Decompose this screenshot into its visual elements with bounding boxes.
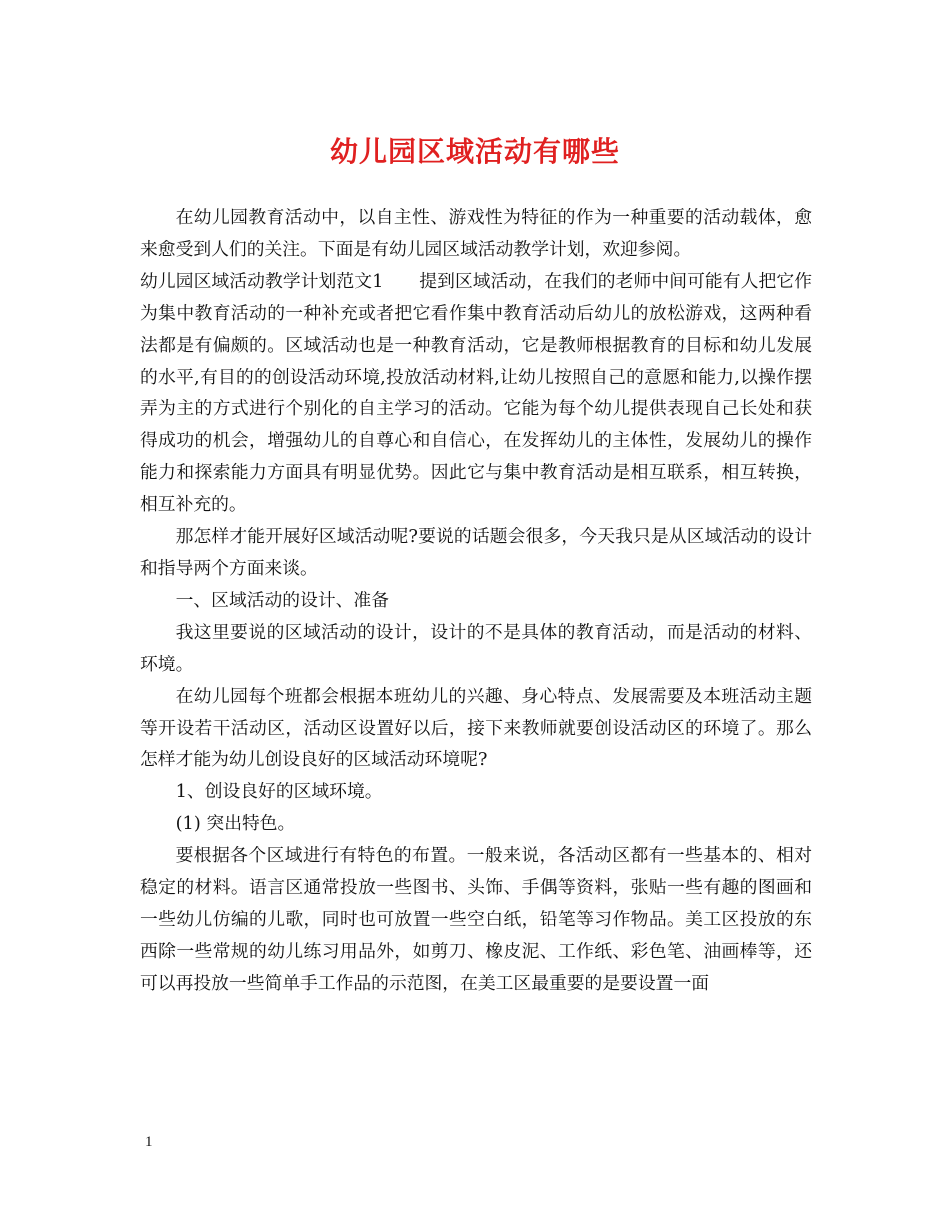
paragraph: 在幼儿园每个班都会根据本班幼儿的兴趣、身心特点、发展需要及本班活动主题等开设若干活动区，活动区设置好以后，接下来教师就要创设活动区的环境了。那么怎样才能为幼儿创设良好的区域活动环境呢?	[140, 685, 812, 771]
paragraph: 幼儿园区域活动教学计划范文1 提到区域活动，在我们的老师中间可能有人把它作为集中教育活动的一种补充或者把它看作集中教育活动后幼儿的放松游戏，这两种看法都是有偏颇的。区域活动也是一种教育活动，它是教师根据教育的目标和幼儿发展的水平,有目的的创设活动环境,投放活动材料,让幼儿按照自己的意愿和能力,以操作摆弄为主的方式进行个别化的自主学习的活动。它能为每个幼儿提供表现自己长处和获得成功的机会，增强幼儿的自尊心和自信心，在发挥幼儿的主体性，发展幼儿的操作能力和探索能力方面具有明显优势。因此它与集中教育活动是相互联系，相互转换，相互补充的。	[140, 270, 812, 516]
document-title: 幼儿园区域活动有哪些	[329, 135, 620, 168]
sub-heading: (1) 突出特色。	[175, 813, 296, 835]
paragraph: 在幼儿园教育活动中，以自主性、游戏性为特征的作为一种重要的活动载体，愈来愈受到人们的关注。下面是有幼儿园区域活动教学计划，欢迎参阅。	[140, 207, 812, 260]
paragraph: 那怎样才能开展好区域活动呢?要说的话题会很多，今天我只是从区域活动的设计和指导两个方面来谈。	[140, 526, 812, 579]
page-number: 1	[145, 1134, 153, 1150]
section-heading: 一、区域活动的设计、准备	[175, 589, 389, 611]
paragraph: 我这里要说的区域活动的设计，设计的不是具体的教育活动，而是活动的材料、环境。	[140, 621, 812, 675]
paragraph: 要根据各个区域进行有特色的布置。一般来说，各活动区都有一些基本的、相对稳定的材料。语言区通常投放一些图书、头饰、手偶等资料，张贴一些有趣的图画和一些幼儿仿编的儿歌，同时也可放置一些空白纸，铅笔等习作物品。美工区投放的东西除一些常规的幼儿练习用品外，如剪刀、橡皮泥、工作纸、彩色笔、油画棒等，还可以再投放一些简单手工作品的示范图，在美工区最重要的是要设置一面	[140, 845, 812, 994]
sub-heading: 1、创设良好的区域环境。	[175, 781, 383, 803]
document-body	[140, 202, 812, 1000]
